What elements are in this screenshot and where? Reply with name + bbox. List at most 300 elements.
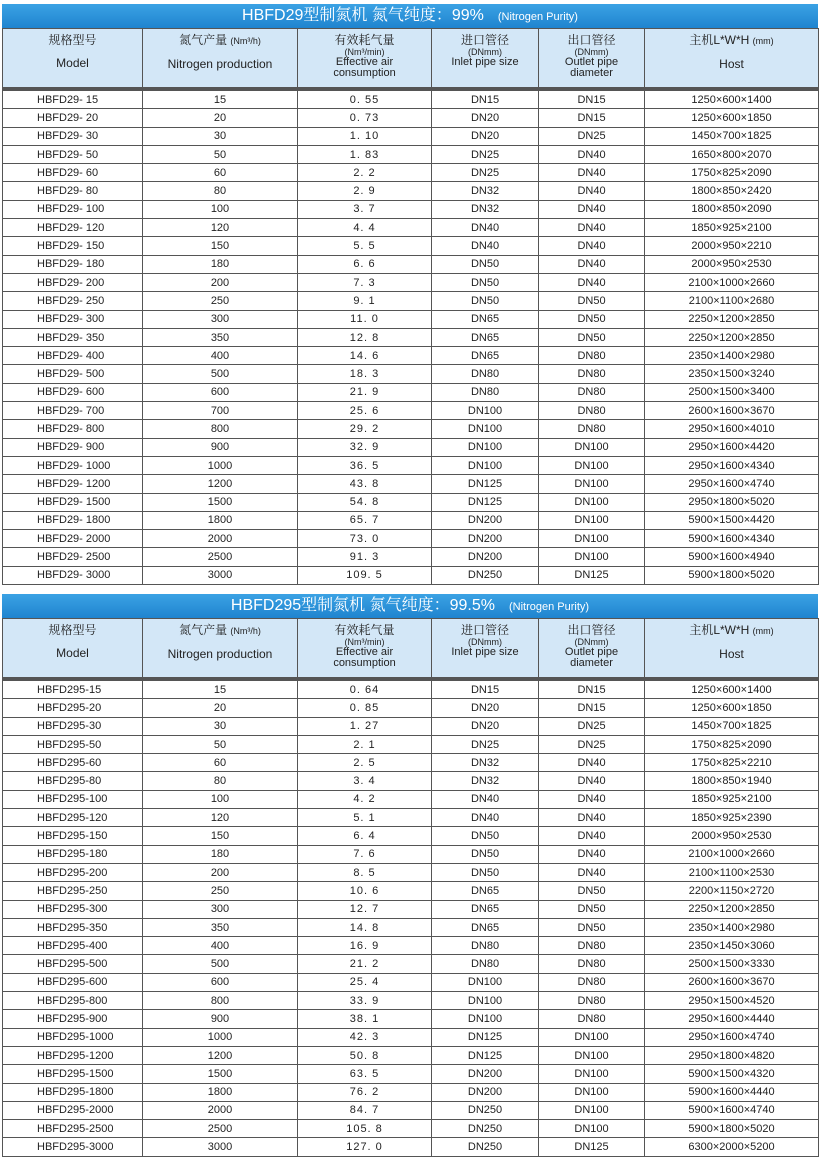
cell-model: HBFD295-50 [3, 735, 143, 753]
header-host-cn-wrap [645, 33, 818, 48]
cell-inlet: DN50 [432, 827, 539, 845]
cell-host: 2600×1600×3670 [645, 973, 819, 991]
cell-host: 1850×925×2100 [645, 219, 819, 237]
cell-host: 1750×825×2090 [645, 735, 819, 753]
cell-air-consumption: 25. 4 [298, 973, 432, 991]
cell-inlet: DN50 [432, 845, 539, 863]
cell-production: 900 [143, 438, 298, 456]
cell-host: 1250×600×1850 [645, 109, 819, 127]
cell-host: 2950×1800×5020 [645, 493, 819, 511]
cell-host: 2350×1400×2980 [645, 347, 819, 365]
table-row [3, 827, 819, 845]
table-row [3, 772, 819, 790]
header-air-cn: 有效耗气量 [334, 623, 395, 637]
table-row [3, 383, 819, 401]
cell-air-consumption: 4. 4 [298, 219, 432, 237]
header-inlet-cn: 进口管径 [460, 623, 509, 637]
table-row [3, 1120, 819, 1138]
cell-host: 2250×1200×2850 [645, 900, 819, 918]
cell-production: 60 [143, 164, 298, 182]
cell-inlet: DN50 [432, 292, 539, 310]
cell-host: 2000×950×2530 [645, 827, 819, 845]
header-host-cn-wrap [645, 623, 818, 638]
cell-outlet: DN50 [539, 292, 645, 310]
cell-inlet: DN250 [432, 1120, 539, 1138]
cell-outlet: DN40 [539, 845, 645, 863]
table-row [3, 1010, 819, 1028]
cell-air-consumption: 4. 2 [298, 790, 432, 808]
cell-inlet: DN200 [432, 1083, 539, 1101]
header-production-cn: 氮气产量 [179, 33, 228, 47]
cell-model: HBFD295-600 [3, 973, 143, 991]
cell-air-consumption: 73. 0 [298, 530, 432, 548]
cell-model: HBFD29- 120 [3, 219, 143, 237]
cell-inlet: DN200 [432, 548, 539, 566]
spec-table [2, 28, 819, 585]
cell-model: HBFD295-20 [3, 699, 143, 717]
cell-inlet: DN40 [432, 809, 539, 827]
cell-inlet: DN32 [432, 200, 539, 218]
cell-air-consumption: 36. 5 [298, 456, 432, 474]
header-production [143, 29, 298, 90]
cell-production: 2500 [143, 548, 298, 566]
cell-inlet: DN32 [432, 754, 539, 772]
cell-production: 120 [143, 809, 298, 827]
cell-host: 1450×700×1825 [645, 717, 819, 735]
cell-model: HBFD295-80 [3, 772, 143, 790]
cell-outlet: DN40 [539, 255, 645, 273]
cell-production: 350 [143, 918, 298, 936]
cell-production: 900 [143, 1010, 298, 1028]
cell-outlet: DN50 [539, 328, 645, 346]
header-outlet-cn: 出口管径 [567, 33, 616, 47]
cell-air-consumption: 14. 6 [298, 347, 432, 365]
cell-host: 5900×1600×4340 [645, 530, 819, 548]
header-air-cn: 有效耗气量 [334, 33, 395, 47]
cell-outlet: DN100 [539, 1046, 645, 1064]
cell-outlet: DN50 [539, 310, 645, 328]
cell-host: 1250×600×1400 [645, 89, 819, 109]
header-air-en-2: consumption [333, 67, 396, 79]
cell-air-consumption: 91. 3 [298, 548, 432, 566]
cell-outlet: DN80 [539, 1010, 645, 1028]
cell-air-consumption: 11. 0 [298, 310, 432, 328]
cell-air-consumption: 25. 6 [298, 402, 432, 420]
table-row [3, 328, 819, 346]
cell-model: HBFD29- 2500 [3, 548, 143, 566]
cell-outlet: DN25 [539, 717, 645, 735]
table-row [3, 255, 819, 273]
table-row [3, 548, 819, 566]
cell-model: HBFD295-200 [3, 863, 143, 881]
cell-inlet: DN125 [432, 475, 539, 493]
cell-inlet: DN100 [432, 992, 539, 1010]
cell-outlet: DN50 [539, 918, 645, 936]
cell-air-consumption: 105. 8 [298, 1120, 432, 1138]
cell-air-consumption: 9. 1 [298, 292, 432, 310]
cell-air-consumption: 5. 5 [298, 237, 432, 255]
cell-inlet: DN40 [432, 219, 539, 237]
table-row [3, 754, 819, 772]
cell-production: 1800 [143, 1083, 298, 1101]
cell-air-consumption: 76. 2 [298, 1083, 432, 1101]
header-outlet-cn: 出口管径 [567, 623, 616, 637]
header-air-en-1: Effective air [335, 646, 394, 658]
cell-air-consumption: 109. 5 [298, 566, 432, 584]
cell-production: 200 [143, 863, 298, 881]
cell-inlet: DN20 [432, 699, 539, 717]
cell-air-consumption: 50. 8 [298, 1046, 432, 1064]
cell-inlet: DN25 [432, 735, 539, 753]
cell-outlet: DN25 [539, 127, 645, 145]
cell-inlet: DN200 [432, 530, 539, 548]
cell-host: 2950×1600×4420 [645, 438, 819, 456]
cell-air-consumption: 1. 10 [298, 127, 432, 145]
cell-host: 2350×1400×2980 [645, 918, 819, 936]
cell-host: 2500×1500×3330 [645, 955, 819, 973]
cell-outlet: DN100 [539, 1120, 645, 1138]
cell-model: HBFD29- 900 [3, 438, 143, 456]
table-row [3, 882, 819, 900]
cell-production: 800 [143, 992, 298, 1010]
cell-production: 100 [143, 200, 298, 218]
table-row [3, 992, 819, 1010]
cell-air-consumption: 32. 9 [298, 438, 432, 456]
cell-air-consumption: 0. 85 [298, 699, 432, 717]
cell-production: 60 [143, 754, 298, 772]
cell-host: 5900×1500×4420 [645, 511, 819, 529]
cell-air-consumption: 2. 9 [298, 182, 432, 200]
cell-outlet: DN50 [539, 882, 645, 900]
cell-model: HBFD295-150 [3, 827, 143, 845]
table-row [3, 164, 819, 182]
cell-model: HBFD295-250 [3, 882, 143, 900]
cell-inlet: DN40 [432, 790, 539, 808]
cell-inlet: DN32 [432, 182, 539, 200]
cell-outlet: DN100 [539, 1083, 645, 1101]
cell-model: HBFD29- 1500 [3, 493, 143, 511]
cell-inlet: DN125 [432, 1028, 539, 1046]
header-production-cn-wrap [143, 33, 297, 48]
cell-air-consumption: 0. 55 [298, 89, 432, 109]
cell-host: 2600×1600×3670 [645, 402, 819, 420]
cell-inlet: DN80 [432, 937, 539, 955]
cell-air-consumption: 29. 2 [298, 420, 432, 438]
header-host-unit: (mm) [752, 36, 774, 46]
table-row [3, 219, 819, 237]
cell-host: 1450×700×1825 [645, 127, 819, 145]
cell-air-consumption: 33. 9 [298, 992, 432, 1010]
cell-outlet: DN100 [539, 438, 645, 456]
cell-production: 800 [143, 420, 298, 438]
table-row [3, 475, 819, 493]
cell-model: HBFD29- 80 [3, 182, 143, 200]
cell-host: 5900×1600×4440 [645, 1083, 819, 1101]
cell-inlet: DN250 [432, 1138, 539, 1156]
header-model-en: Model [56, 646, 89, 660]
table-row [3, 145, 819, 163]
header-inlet [432, 619, 539, 680]
cell-model: HBFD295-2500 [3, 1120, 143, 1138]
cell-inlet: DN65 [432, 347, 539, 365]
cell-inlet: DN100 [432, 973, 539, 991]
cell-air-consumption: 2. 1 [298, 735, 432, 753]
cell-production: 150 [143, 237, 298, 255]
cell-inlet: DN80 [432, 955, 539, 973]
cell-host: 2000×950×2210 [645, 237, 819, 255]
cell-model: HBFD29- 1000 [3, 456, 143, 474]
cell-outlet: DN15 [539, 109, 645, 127]
cell-production: 500 [143, 955, 298, 973]
cell-production: 600 [143, 973, 298, 991]
cell-model: HBFD29- 500 [3, 365, 143, 383]
cell-host: 2100×1100×2680 [645, 292, 819, 310]
table-row [3, 200, 819, 218]
cell-outlet: DN40 [539, 772, 645, 790]
table-row [3, 237, 819, 255]
table-row [3, 863, 819, 881]
cell-production: 1000 [143, 456, 298, 474]
cell-air-consumption: 6. 6 [298, 255, 432, 273]
cell-production: 50 [143, 145, 298, 163]
spec-block-hbfd295 [2, 594, 818, 1157]
cell-outlet: DN80 [539, 365, 645, 383]
cell-air-consumption: 7. 6 [298, 845, 432, 863]
header-production-en: Nitrogen production [167, 57, 273, 71]
cell-air-consumption: 3. 7 [298, 200, 432, 218]
table-row [3, 1101, 819, 1119]
table-row [3, 937, 819, 955]
header-host-cn: 主机L*W*H [689, 623, 750, 637]
table-row [3, 973, 819, 991]
cell-outlet: DN100 [539, 493, 645, 511]
cell-inlet: DN65 [432, 900, 539, 918]
header-air-en-2: consumption [333, 657, 396, 669]
table-row [3, 493, 819, 511]
cell-inlet: DN200 [432, 511, 539, 529]
cell-production: 20 [143, 699, 298, 717]
cell-host: 2950×1600×4010 [645, 420, 819, 438]
header-host [645, 29, 819, 90]
cell-production: 30 [143, 717, 298, 735]
cell-model: HBFD295-500 [3, 955, 143, 973]
cell-model: HBFD295-15 [3, 679, 143, 699]
cell-host: 1250×600×1850 [645, 699, 819, 717]
cell-host: 5900×1500×4320 [645, 1065, 819, 1083]
cell-air-consumption: 2. 2 [298, 164, 432, 182]
cell-production: 120 [143, 219, 298, 237]
cell-inlet: DN32 [432, 772, 539, 790]
cell-inlet: DN250 [432, 1101, 539, 1119]
cell-inlet: DN20 [432, 717, 539, 735]
cell-inlet: DN25 [432, 164, 539, 182]
cell-air-consumption: 7. 3 [298, 273, 432, 291]
cell-model: HBFD295-3000 [3, 1138, 143, 1156]
cell-model: HBFD29- 800 [3, 420, 143, 438]
table-row [3, 900, 819, 918]
header-air-unit: (Nm³/min) [344, 637, 385, 647]
table-row [3, 292, 819, 310]
cell-inlet: DN15 [432, 89, 539, 109]
cell-host: 1800×850×1940 [645, 772, 819, 790]
cell-production: 200 [143, 273, 298, 291]
header-outlet-unit: (DNmm) [574, 47, 609, 57]
cell-production: 150 [143, 827, 298, 845]
table-title: HBFD295型制氮机 氮气纯度：99.5% [230, 597, 495, 614]
table-subtitle: (Nitrogen Purity) [509, 601, 590, 613]
table-row [3, 109, 819, 127]
cell-model: HBFD295-900 [3, 1010, 143, 1028]
cell-inlet: DN80 [432, 365, 539, 383]
table-row [3, 365, 819, 383]
cell-model: HBFD29- 600 [3, 383, 143, 401]
cell-model: HBFD295-350 [3, 918, 143, 936]
cell-host: 1250×600×1400 [645, 679, 819, 699]
header-production-cn-wrap [143, 623, 297, 638]
cell-production: 1500 [143, 493, 298, 511]
cell-air-consumption: 54. 8 [298, 493, 432, 511]
table-subtitle: (Nitrogen Purity) [497, 11, 578, 23]
table-row [3, 1028, 819, 1046]
header-host-en: Host [719, 57, 744, 71]
cell-model: HBFD29- 1200 [3, 475, 143, 493]
cell-production: 1800 [143, 511, 298, 529]
cell-air-consumption: 21. 2 [298, 955, 432, 973]
header-production-cn: 氮气产量 [179, 623, 228, 637]
cell-production: 180 [143, 255, 298, 273]
header-production-en: Nitrogen production [167, 647, 273, 661]
cell-production: 50 [143, 735, 298, 753]
cell-air-consumption: 127. 0 [298, 1138, 432, 1156]
cell-inlet: DN125 [432, 493, 539, 511]
table-title-bar [2, 594, 818, 618]
cell-model: HBFD29- 150 [3, 237, 143, 255]
cell-production: 30 [143, 127, 298, 145]
cell-outlet: DN40 [539, 145, 645, 163]
cell-outlet: DN25 [539, 735, 645, 753]
cell-production: 350 [143, 328, 298, 346]
cell-model: HBFD29- 15 [3, 89, 143, 109]
cell-host: 2200×1150×2720 [645, 882, 819, 900]
table-row [3, 918, 819, 936]
cell-production: 700 [143, 402, 298, 420]
cell-outlet: DN40 [539, 809, 645, 827]
header-outlet-en-2: diameter [570, 657, 613, 669]
header-host [645, 619, 819, 680]
cell-outlet: DN80 [539, 973, 645, 991]
cell-outlet: DN125 [539, 566, 645, 584]
cell-inlet: DN125 [432, 1046, 539, 1064]
table-row [3, 699, 819, 717]
header-outlet-en-1: Outlet pipe [564, 56, 619, 68]
cell-inlet: DN100 [432, 420, 539, 438]
table-row [3, 127, 819, 145]
cell-production: 2000 [143, 530, 298, 548]
cell-host: 2950×1600×4740 [645, 1028, 819, 1046]
cell-model: HBFD29- 2000 [3, 530, 143, 548]
cell-outlet: DN100 [539, 1028, 645, 1046]
table-row [3, 679, 819, 699]
cell-model: HBFD295-1800 [3, 1083, 143, 1101]
header-production [143, 619, 298, 680]
cell-model: HBFD295-100 [3, 790, 143, 808]
cell-model: HBFD295-60 [3, 754, 143, 772]
cell-host: 2350×1450×3060 [645, 937, 819, 955]
cell-air-consumption: 38. 1 [298, 1010, 432, 1028]
table-row [3, 511, 819, 529]
cell-production: 2500 [143, 1120, 298, 1138]
cell-host: 2100×1000×2660 [645, 845, 819, 863]
table-header-row [3, 619, 819, 680]
cell-outlet: DN80 [539, 420, 645, 438]
cell-model: HBFD29- 60 [3, 164, 143, 182]
cell-model: HBFD29- 700 [3, 402, 143, 420]
cell-outlet: DN15 [539, 679, 645, 699]
cell-model: HBFD29- 50 [3, 145, 143, 163]
header-model-cn: 规格型号 [48, 33, 97, 47]
cell-inlet: DN100 [432, 402, 539, 420]
table-row [3, 809, 819, 827]
cell-air-consumption: 18. 3 [298, 365, 432, 383]
header-outlet-en-1: Outlet pipe [564, 646, 619, 658]
cell-host: 2250×1200×2850 [645, 310, 819, 328]
table-row [3, 456, 819, 474]
cell-production: 2000 [143, 1101, 298, 1119]
cell-air-consumption: 84. 7 [298, 1101, 432, 1119]
cell-outlet: DN80 [539, 937, 645, 955]
table-row [3, 1046, 819, 1064]
header-outlet [539, 29, 645, 90]
cell-host: 2250×1200×2850 [645, 328, 819, 346]
cell-air-consumption: 10. 6 [298, 882, 432, 900]
header-inlet-en: Inlet pipe size [451, 646, 519, 658]
cell-model: HBFD29- 30 [3, 127, 143, 145]
cell-outlet: DN40 [539, 219, 645, 237]
table-body [3, 679, 819, 1156]
cell-production: 400 [143, 937, 298, 955]
cell-host: 1850×925×2390 [645, 809, 819, 827]
table-row [3, 735, 819, 753]
table-title: HBFD29型制氮机 氮气纯度：99% [242, 7, 484, 24]
cell-host: 2000×950×2530 [645, 255, 819, 273]
cell-air-consumption: 12. 8 [298, 328, 432, 346]
cell-model: HBFD29- 400 [3, 347, 143, 365]
spec-table [2, 618, 819, 1157]
cell-inlet: DN65 [432, 882, 539, 900]
cell-outlet: DN80 [539, 955, 645, 973]
cell-outlet: DN80 [539, 402, 645, 420]
cell-air-consumption: 0. 73 [298, 109, 432, 127]
cell-production: 15 [143, 679, 298, 699]
cell-outlet: DN50 [539, 900, 645, 918]
cell-outlet: DN80 [539, 383, 645, 401]
cell-outlet: DN15 [539, 699, 645, 717]
cell-host: 1800×850×2090 [645, 200, 819, 218]
cell-host: 6300×2000×5200 [645, 1138, 819, 1156]
cell-outlet: DN40 [539, 790, 645, 808]
cell-model: HBFD295-1200 [3, 1046, 143, 1064]
cell-model: HBFD295-1000 [3, 1028, 143, 1046]
table-row [3, 530, 819, 548]
cell-host: 1750×825×2090 [645, 164, 819, 182]
table-row [3, 420, 819, 438]
cell-model: HBFD295-120 [3, 809, 143, 827]
header-air [298, 29, 432, 90]
header-production-unit: (Nm³/h) [230, 626, 261, 636]
table-row [3, 273, 819, 291]
cell-outlet: DN40 [539, 273, 645, 291]
cell-host: 2100×1100×2530 [645, 863, 819, 881]
